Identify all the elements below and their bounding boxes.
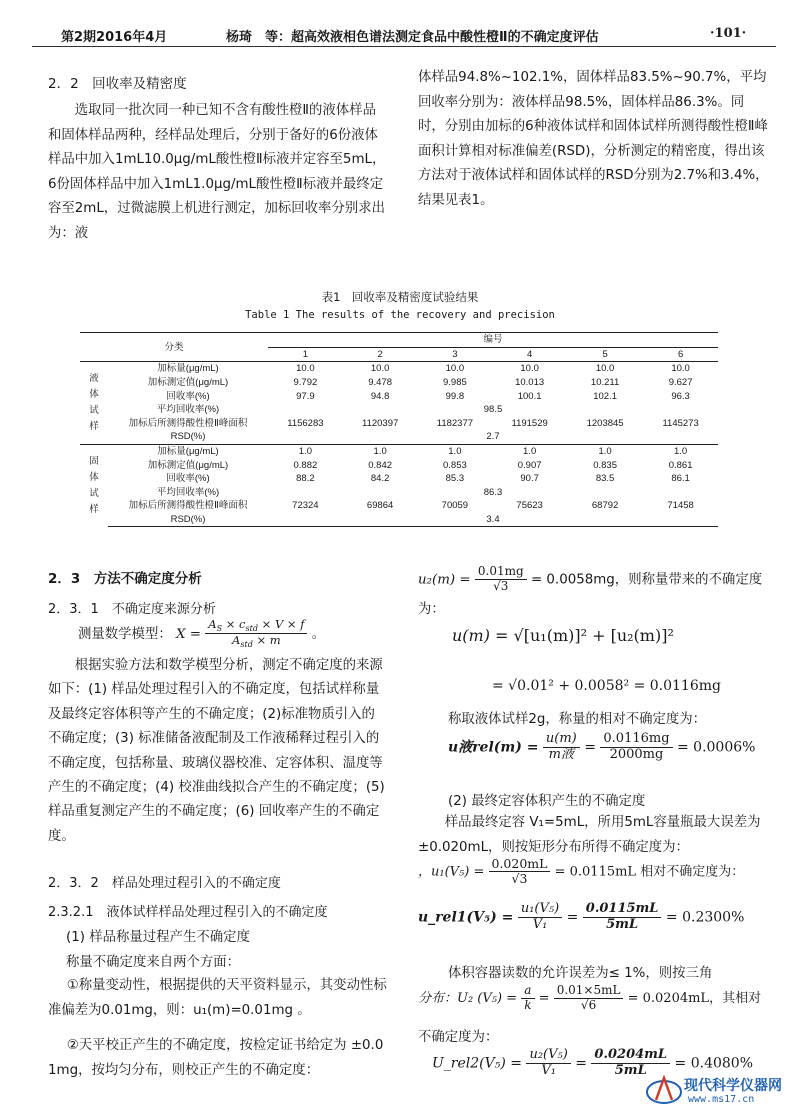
column-header: 2: [343, 347, 418, 362]
cell-value: 1203845: [586, 417, 624, 429]
cell-value: 100.1: [517, 390, 542, 402]
u2m-fraction: [475, 565, 527, 594]
group-label-char: 样: [89, 420, 99, 432]
cell-value: 0.842: [368, 459, 393, 471]
cell-value: 0.853: [442, 459, 467, 471]
group-label: [80, 362, 108, 445]
model-den-std: std: [240, 640, 253, 650]
formula-um: [452, 626, 674, 645]
section-2-2-heading: 2．2 回收率及精密度: [48, 76, 187, 92]
formula-urel1: u_rel1(V₅) = $\frac{\text{u₁(V₅)}}{\text{V₁}}$ = $\frac{0.0115mL}{5mL}$ = 0.2300%: [418, 901, 745, 932]
running-title: 杨琦 等：超高效液相色谱法测定食品中酸性橙Ⅱ的不确定度评估: [226, 30, 599, 45]
cell-value: 94.8: [370, 390, 390, 402]
cell-value: 1.0: [643, 444, 718, 458]
formula-urel-m: u液rel(m) = $\frac{u(m)}{\text{m液}}$ = $\frac{0.0116mg}{2000mg}$ = 0.0006%: [448, 731, 756, 762]
table-row: [80, 376, 718, 390]
section-2-2-left-paragraph: 选取同一批次同一种已知不含有酸性橙Ⅱ的液体样品和固体样品两种，经样品处理后，分别于备好的6份液体样品中加入1mL10.0μg/mL酸性橙Ⅱ标液并定容至5mL，6份固体样品中加入1mL1.0μg/mL酸性橙Ⅱ标液并最终定容至2mL，过微滤膜上机进行测定，加标回收率分别求出为：液: [48, 103, 386, 241]
cell-value: 1120397: [361, 417, 399, 429]
table-caption-cn: 表1 回收率及精密度试验结果: [321, 290, 479, 304]
point-2-calibration: ②天平校正产生的不确定度，按检定证书给定为 ±0.01mg，按均匀分布，则校正产生的不确定度：: [48, 1038, 384, 1078]
u2m-tail: 为：: [418, 602, 445, 617]
urel2-num2: 0.0204mL: [591, 1048, 670, 1064]
table-row: [80, 389, 718, 403]
cell-value: 99.8: [445, 390, 465, 402]
formula-u2v: 分布：U₂ (V₅) = $\frac{a}{k}$ = $\frac{0.01\times 5mL}{√6}$ = 0.0204mL，其相对: [418, 983, 762, 1012]
u2v-frac-1: [521, 984, 534, 1013]
group-label: [80, 444, 108, 527]
journal-issue: 第2期2016年4月: [61, 30, 168, 45]
cell-value: 75623: [516, 500, 543, 512]
urel1-result: = 0.2300%: [665, 909, 745, 926]
weighing-intro: 称量不确定度来自两个方面：: [66, 955, 241, 970]
cell-value: 10.0: [296, 363, 315, 375]
math-model-lhs: X =: [176, 626, 202, 642]
u2v-result: = 0.0204mL，其相对: [627, 990, 762, 1006]
row-label: 加标量(μg/mL): [108, 444, 268, 458]
merged-value: 86.3: [483, 486, 503, 498]
formula-u1v: [418, 857, 744, 887]
cell-value: 1.0: [492, 444, 567, 458]
item-2-volume: (2) 最终定容体积产生的不确定度: [448, 794, 646, 809]
um-rhs: √[u₁(m)]² + [u₂(m)]²: [513, 626, 674, 645]
page-number: ·101·: [710, 26, 747, 41]
cell-value: 102.1: [593, 390, 617, 402]
table-row: [80, 486, 718, 500]
watermark-site-url: www.ms17.cn: [688, 1094, 755, 1105]
cell-value: 9.478: [368, 377, 393, 389]
cell-value: 9.792: [293, 377, 318, 389]
cell-value: 10.013: [515, 377, 545, 389]
u1v-den: √3: [511, 871, 528, 887]
cell-value: 70059: [441, 500, 469, 512]
cell-value: 96.3: [671, 390, 690, 402]
urel2-result: = 0.4080%: [674, 1055, 754, 1072]
cell-value: 0.835: [593, 459, 617, 471]
urel1-lhs: u_rel1(V₅) =: [418, 909, 514, 926]
table-row: [80, 430, 718, 444]
urel-num2: 0.0116mg: [600, 732, 672, 748]
table-caption-en: Table 1 The results of the recovery and precision: [245, 309, 555, 321]
u1v-fraction: [489, 857, 551, 887]
cell-value: 10.211: [590, 377, 620, 389]
cell-value: 1191529: [511, 417, 548, 429]
table-row: [80, 362, 718, 376]
um-lhs: u(m) =: [452, 626, 509, 645]
merged-value: 98.5: [483, 404, 503, 416]
cell-value: 69864: [366, 500, 394, 512]
urel-den2: 2000mg: [609, 746, 664, 762]
table-row: [80, 458, 718, 472]
cell-value: 10.0: [370, 363, 390, 375]
cell-value: 1.0: [567, 444, 643, 458]
item-1-weighing: (1) 样品称量过程产生不确定度: [66, 930, 250, 945]
row-label: 加标后所测得酸性橙Ⅱ峰面积: [128, 417, 248, 429]
cell-value: 90.7: [520, 473, 539, 485]
math-model-line: [78, 618, 325, 650]
column-header: 3: [418, 347, 493, 362]
math-model-label: 测量数学模型：: [78, 626, 172, 642]
section-2-3-2-1-heading: 2.3.2.1 液体试样样品处理过程引入的不确定度: [48, 905, 328, 920]
model-num-c: × c: [222, 617, 246, 631]
urel2-den: V₁: [541, 1062, 556, 1078]
row-label: 加标后所测得酸性橙Ⅱ峰面积: [128, 500, 248, 512]
row-label: RSD(%): [108, 513, 268, 527]
formula-u2m: [418, 565, 762, 594]
urel1-frac-2: [583, 902, 662, 933]
table-row: [80, 472, 718, 486]
urel2-den2: 5mL: [614, 1062, 647, 1078]
watermark-logo-icon: [644, 1070, 684, 1110]
table-row: [80, 499, 718, 513]
row-label: 回收率(%): [166, 390, 210, 402]
urel1-num2: 0.0115mL: [583, 902, 662, 918]
cell-value: 1.0: [268, 444, 343, 458]
cell-value: 0.907: [517, 459, 542, 471]
uncertainty-sources-paragraph: 根据实验方法和数学模型分析，测定不确定度的来源如下：(1) 样品处理过程引入的不确定度，包括试样称量及最终定容体积等产生的不确定度；(2)标准物质引入的不确定度；(3) 标准储备液配制及工作液稀释过程引入的不确定度，包括称量、玻璃仪器校准、定容体积、温度等产生的不确定度；(4) 校准曲线拟合产生的不确定度；(5) 样品重复测定产生的不确定度；(6) 回收率产生的不确定度。: [48, 658, 385, 844]
model-num-vf: × V × f: [258, 617, 305, 631]
section-2-3-1-heading: 2．3．1 不确定度来源分析: [48, 602, 216, 617]
cell-value: 97.9: [296, 390, 315, 402]
cell-value: 9.985: [442, 377, 467, 389]
reading-paragraph-1: 体积容器读数的允许误差为≤ 1%，则按三角: [448, 966, 713, 981]
volume-paragraph: 样品最终定容 V₁=5mL，所用5mL容量瓶最大误差为 ±0.020mL，则按矩形分布所得不确定度为：: [418, 815, 761, 855]
urel-num: u(m): [543, 732, 580, 748]
header-category: 分类: [80, 333, 268, 362]
section-2-2-right-paragraph: 体样品94.8%~102.1%，固体样品83.5%~90.7%，平均回收率分别为：液体样品98.5%，固体样品86.3%。同时，分别由加标的6种液体试样和固体试样所测得酸性橙Ⅱ峰面积计算相对标准偏差(RSD)，分析测定的精密度，得出该方法对于液体试样和固体试样的RSD分别为2.7%和3.4%，结果见表1。: [418, 70, 769, 208]
cell-value: 1145273: [662, 417, 699, 429]
reading-paragraph-3: 不确定度为：: [418, 1030, 499, 1045]
merged-value: 3.4: [268, 513, 718, 527]
group-label-char: 体: [89, 388, 99, 400]
column-header: 6: [643, 347, 718, 362]
u2m-result: = 0.0058mg，则称量带来的不确定度: [530, 572, 763, 588]
urel-lhs: u液rel(m) =: [448, 739, 539, 756]
cell-value: 86.1: [671, 473, 690, 485]
cell-value: 84.2: [370, 473, 390, 485]
urel2-lhs: U_rel2(V₅) =: [432, 1055, 522, 1072]
model-den-m: × m: [252, 633, 281, 648]
u2v-lhs: 分布：U₂ (V₅) =: [418, 990, 518, 1006]
model-num-a: A: [208, 617, 217, 631]
cell-value: 71458: [667, 500, 694, 512]
header-rule: [32, 46, 776, 47]
table-row: [80, 513, 718, 527]
u2m-den: √3: [493, 578, 509, 593]
group-label-char: 液: [89, 372, 99, 384]
cell-value: 1182377: [436, 417, 474, 429]
cell-value: 10.0: [671, 363, 690, 375]
group-label-char: 试: [89, 487, 99, 499]
cell-value: 1156283: [287, 417, 324, 429]
weigh-text: 称取液体试样2g，称量的相对不确定度为：: [448, 712, 707, 727]
math-model-fraction: [205, 618, 307, 650]
cell-value: 83.5: [595, 473, 615, 485]
table-row: [80, 417, 718, 431]
row-label: 平均回收率(%): [156, 486, 220, 498]
header-number: 编号: [268, 333, 718, 348]
formula-urel2: U_rel2(V₅) = $\frac{\text{u₂(V₅)}}{\text{V₁}}$ = $\frac{0.0204mL}{5mL}$ = 0.4080%: [432, 1047, 754, 1078]
urel-result: = 0.0006%: [676, 739, 756, 756]
urel-frac-1: [543, 732, 580, 763]
group-label-char: 固: [89, 455, 99, 467]
section-2-3-heading: 2．3 方法不确定度分析: [48, 571, 202, 587]
model-num-s: S: [216, 624, 223, 633]
urel1-num: u₁(V₅): [518, 902, 562, 918]
cell-value: 0.882: [293, 459, 318, 471]
u1v-lhs: ，u₁(V₅) =: [418, 864, 485, 880]
point-1-variability: ①称量变动性，根据提供的天平资料显示，其变动性标准偏差为0.01mg，则：u₁(m)=0.01mg 。: [48, 978, 387, 1018]
recovery-precision-table: [80, 332, 718, 527]
cell-value: 1.0: [343, 444, 418, 458]
group-label-char: 样: [89, 503, 99, 515]
merged-value: 2.7: [486, 431, 500, 443]
row-label: 加标测定值(μg/mL): [147, 459, 229, 471]
model-den-a: A: [232, 633, 241, 648]
u2v-frac-2: [554, 984, 624, 1013]
model-num-std: std: [245, 624, 259, 633]
cell-value: 10.0: [520, 363, 539, 375]
urel1-den: V₁: [532, 916, 548, 932]
u2v-num-a: a: [521, 984, 534, 999]
urel2-frac-1: [526, 1048, 570, 1079]
cell-value: 68792: [591, 500, 619, 512]
row-label: 回收率(%): [166, 473, 210, 485]
table-row: [80, 444, 718, 458]
u1v-result: = 0.0115mL 相对不确定度为：: [554, 864, 745, 880]
urel-frac-2: [600, 732, 672, 763]
cell-value: 72324: [292, 500, 319, 512]
u1v-num: 0.020mL: [489, 857, 551, 872]
cell-value: 85.3: [445, 473, 465, 485]
formula-um-eval: = √0.01² + 0.0058² = 0.0116mg: [492, 678, 721, 694]
column-header: 4: [492, 347, 567, 362]
row-label: 平均回收率(%): [156, 404, 220, 416]
row-label: RSD(%): [170, 431, 206, 443]
column-header: 1: [268, 347, 343, 362]
u2m-num: 0.01mg: [475, 565, 527, 580]
table-row: [80, 403, 718, 417]
group-label-char: 试: [89, 404, 99, 416]
cell-value: 10.0: [445, 363, 465, 375]
u2v-num-b: 0.01×5mL: [554, 984, 624, 999]
cell-value: 88.2: [296, 473, 315, 485]
u2v-den-k: k: [524, 997, 532, 1012]
cell-value: 10.0: [595, 363, 615, 375]
urel-den: m液: [548, 746, 574, 762]
row-label: 加标测定值(μg/mL): [147, 377, 229, 389]
column-header: 5: [567, 347, 643, 362]
cell-value: 9.627: [668, 377, 693, 389]
u2v-den-b: √6: [580, 997, 597, 1012]
group-label-char: 体: [89, 471, 99, 483]
section-2-3-2-heading: 2．3．2 样品处理过程引入的不确定度: [48, 876, 281, 891]
row-label: 加标量(μg/mL): [157, 363, 219, 375]
urel1-frac-1: [518, 902, 562, 933]
cell-value: 1.0: [418, 444, 493, 458]
cell-value: 0.861: [668, 459, 693, 471]
urel1-den2: 5mL: [606, 916, 639, 932]
watermark-site-name: 现代科学仪器网: [684, 1078, 782, 1094]
math-model-end: 。: [311, 626, 326, 642]
urel2-num: u₂(V₅): [526, 1048, 570, 1064]
u2m-lhs: u₂(m) =: [418, 572, 471, 588]
